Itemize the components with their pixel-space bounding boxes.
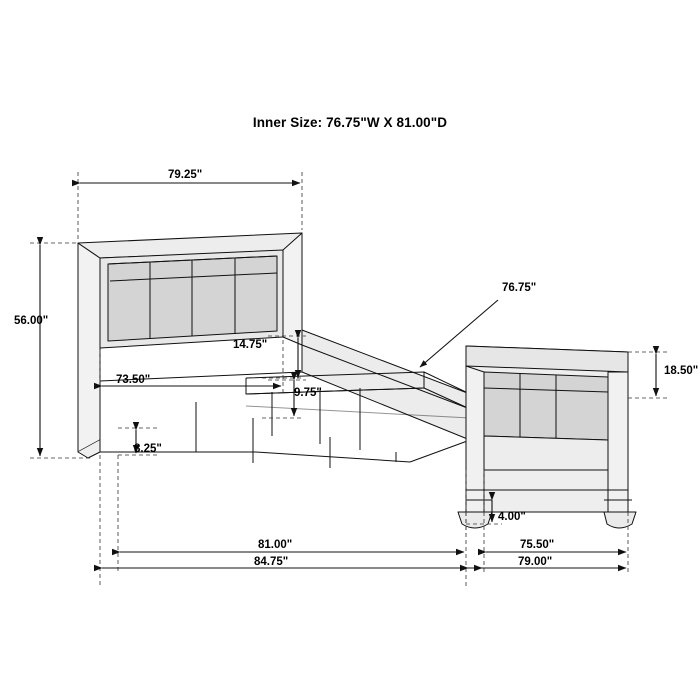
bed-outline-group [78,233,636,528]
headboard-right-post [283,233,302,345]
dim-label-footboard-inner: 75.50" [520,539,555,551]
dim-label-length-inner: 81.00" [258,539,293,551]
dim-label-clearance: 8.25" [134,443,162,455]
dim-label-footboard-height: 18.50" [664,365,699,377]
dim-label-deck-height: 9.75" [294,387,322,399]
footboard-right-foot [604,512,636,528]
dim-label-mattress-width: 76.75" [502,282,537,294]
dim-label-length-outer: 84.75" [254,556,289,568]
dim-label-headboard-height: 56.00" [14,315,49,327]
dim-label-headboard-inner: 73.50" [116,374,151,386]
dim-label-top-width: 79.25" [168,169,203,181]
footboard-left-foot [458,512,492,528]
dim-label-footboard-outer: 79.00" [518,556,553,568]
dim-label-rail-height: 14.75" [233,339,268,351]
footboard-upholstery [484,372,608,440]
dim-label-foot-post: 4.00" [498,511,526,523]
footboard-right-post [608,372,628,512]
page-title: Inner Size: 76.75"W X 81.00"D [252,115,448,130]
footboard-lower-rail [484,436,608,470]
headboard-left-post [78,243,100,452]
